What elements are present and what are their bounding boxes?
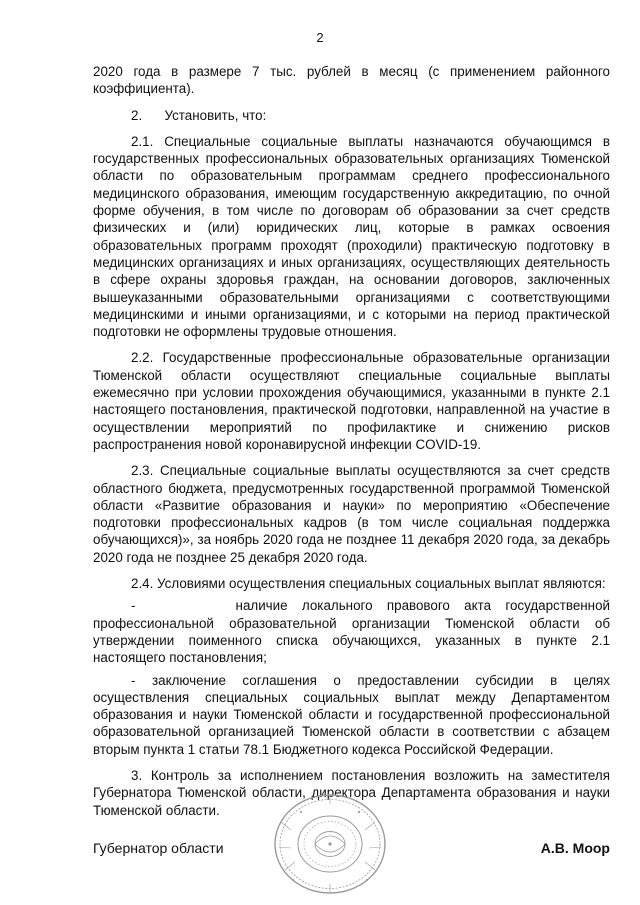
paragraph-3: 3. Контроль за исполнением постановления возложить на заместителя Губернатора Тюменской области, директора Департамента образования и науки Тюменской области. <box>93 767 610 818</box>
paragraph-item-2: 2. Установить, что: <box>131 107 267 123</box>
round-official-seal-icon <box>271 792 389 897</box>
paragraph-2-4: 2.4. Условиями осуществления специальных социальных выплат являются: <box>131 576 606 592</box>
paragraph-condition-2: - заключение соглашения о предоставлении субсидии в целях осуществления специальных социальных выплат между Департаментом образования и науки Тюменской области и государственной профессиональной образовательной организацией Тюменской области в соответствии с абзацем вторым пункта 1 статьи 78.1 Бюджетного кодекса Российской Федерации. <box>93 672 610 757</box>
signatory-name: А.В. Моор <box>540 840 610 856</box>
document-body <box>93 63 610 828</box>
paragraph-2-3: 2.3. Специальные социальные выплаты осуществляются за счет средств областного бюджета, предусмотренных государственной программой Тюменской области «Развитие образования и науки» по мероприятию «Обеспечение подготовки профессиональных кадров (в том числе социальная поддержка обучающихся)», за ноябрь 2020 года не позднее 11 декабря 2020 года, за декабрь 2020 года не позднее 25 декабря 2020 года. <box>93 463 610 565</box>
page-number: 2 <box>316 30 324 45</box>
paragraph-condition-1: - наличие локального правового акта государственной профессиональной образовательной организации Тюменской области об утверждении поименного списка обучающихся, указанных в пункте 2.1 настоящего постановления; <box>93 598 610 666</box>
signatory-position: Губернатор области <box>93 840 224 856</box>
paragraph-2-1: 2.1. Специальные социальные выплаты назначаются обучающимся в государственных профессиональных образовательных организациях Тюменской области по образовательным программам среднего профессионального медицинского образования, имеющим государственную аккредитацию, по очной форме обучения, в том числе по договорам об образовании за счет средств физических и (или) юридических лиц, которые в рамках освоения образовательных программ проходят (проходили) практическую подготовку в медицинских организациях и иных организациях, осуществляющих деятельность в сфере охраны здоровья граждан, на основании договоров, заключенных вышеуказанными образовательными организациями с соответствующими медицинскими и иными организациями, и с которыми на период практической подготовки не оформлены трудовые отношения. <box>93 133 610 340</box>
paragraph-continuation: 2020 года в размере 7 тыс. рублей в месяц (с применением районного коэффициента). <box>93 64 610 97</box>
paragraph-2-2: 2.2. Государственные профессиональные образовательные организации Тюменской области осуществляют специальные социальные выплаты ежемесячно при условии прохождения обучающимися, указанными в пункте 2.1 настоящего постановления, практической подготовки, направленной на участие в осуществлении мероприятий по профилактике и снижению рисков распространения новой коронавирусной инфекции COVID-19. <box>93 350 610 452</box>
